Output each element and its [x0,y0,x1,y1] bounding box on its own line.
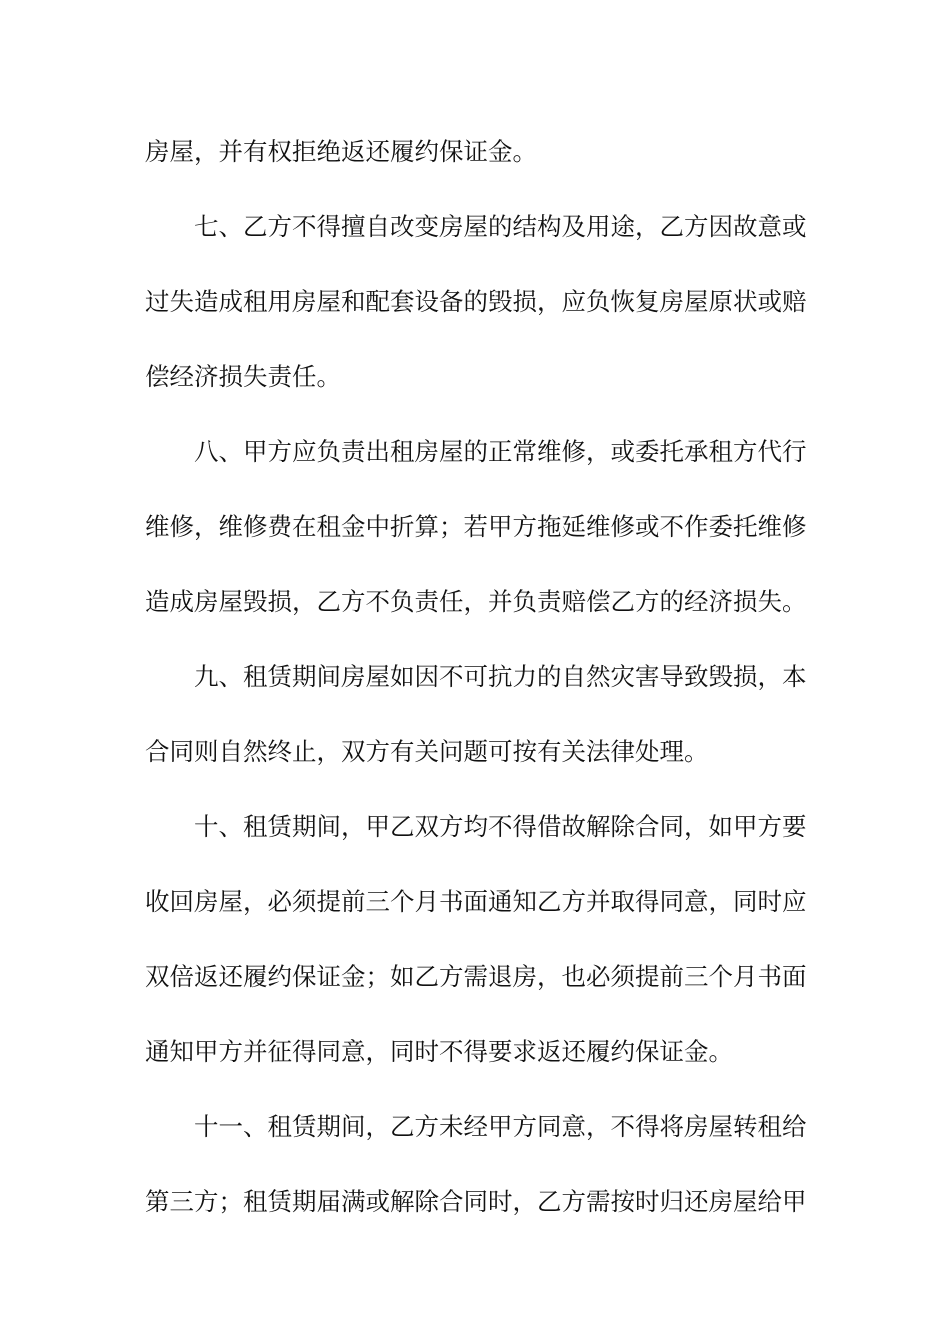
clause-10-line-1: 十、租赁期间，甲乙双方均不得借故解除合同，如甲方要 [194,812,807,841]
clause-10-line-4: 通知甲方并征得同意，同时不得要求返还履约保证金。 [145,1037,733,1066]
clause-8-line-1: 八、甲方应负责出租房屋的正常维修，或委托承租方代行 [194,437,807,466]
clause-9-line-1: 九、租赁期间房屋如因不可抗力的自然灾害导致毁损，本 [194,662,807,691]
clause-10-line-2: 收回房屋，必须提前三个月书面通知乙方并取得同意，同时应 [145,887,807,916]
clause-7-line-3: 偿经济损失责任。 [145,362,341,391]
clause-11-line-1: 十一、租赁期间，乙方未经甲方同意，不得将房屋转租给 [194,1112,807,1141]
clause-7-line-2: 过失造成租用房屋和配套设备的毁损，应负恢复房屋原状或赔 [145,287,807,316]
text-line-1: 房屋，并有权拒绝返还履约保证金。 [145,137,537,166]
clause-8-line-2: 维修，维修费在租金中折算；若甲方拖延维修或不作委托维修 [145,512,807,541]
clause-7-line-1: 七、乙方不得擅自改变房屋的结构及用途，乙方因故意或 [194,212,807,241]
clause-10-line-3: 双倍返还履约保证金；如乙方需退房，也必须提前三个月书面 [145,962,807,991]
clause-9-line-2: 合同则自然终止，双方有关问题可按有关法律处理。 [145,737,709,766]
clause-8-line-3: 造成房屋毁损，乙方不负责任，并负责赔偿乙方的经济损失。 [145,587,807,616]
clause-11-line-2: 第三方；租赁期届满或解除合同时，乙方需按时归还房屋给甲 [145,1187,807,1216]
